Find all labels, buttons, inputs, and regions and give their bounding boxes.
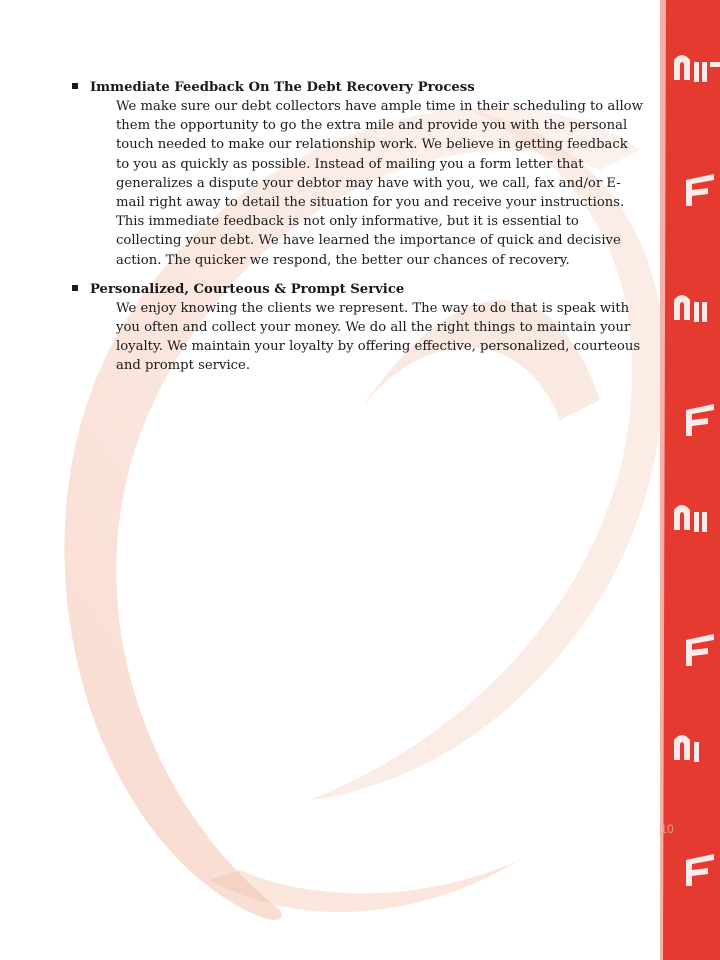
section-personalized-service — [72, 280, 644, 376]
section-heading-text: Personalized, Courteous & Prompt Service — [90, 281, 405, 297]
square-bullet-icon — [72, 285, 78, 291]
section-body-text: We enjoy knowing the clients we represent. The way to do that is speak with you often and collect your money. We do all the right things to maintain your loyalty. We maintain your loyalty by offering effective, personalized, courteous and prompt service. — [116, 300, 641, 374]
section-heading-text: Immediate Feedback On The Debt Recovery Process — [90, 80, 475, 95]
document-content — [72, 78, 644, 386]
square-bullet-icon — [72, 83, 78, 89]
page-number: 10 — [660, 822, 674, 836]
brand-side-strip — [660, 0, 720, 960]
section-heading — [72, 78, 644, 97]
section-body-text: We make sure our debt collectors have ample time in their scheduling to allow them the opportunity to go the extra mile and provide you with the personal touch needed to make our relationship work. We believe in getting feedback to you as quickly as possible. Instead of mailing you a form letter that generalizes a dispute your debtor may have with you, we call, fax and/or E-mail right away to detail the situation for you and receive your instructions. This immediate feedback is not only informative, but it is essential to collecting your debt. We have learned the importance of quick and decisive action. The quicker we respond, the better our chances of recovery. — [116, 99, 643, 268]
section-heading — [72, 280, 644, 299]
section-immediate-feedback — [72, 78, 644, 270]
